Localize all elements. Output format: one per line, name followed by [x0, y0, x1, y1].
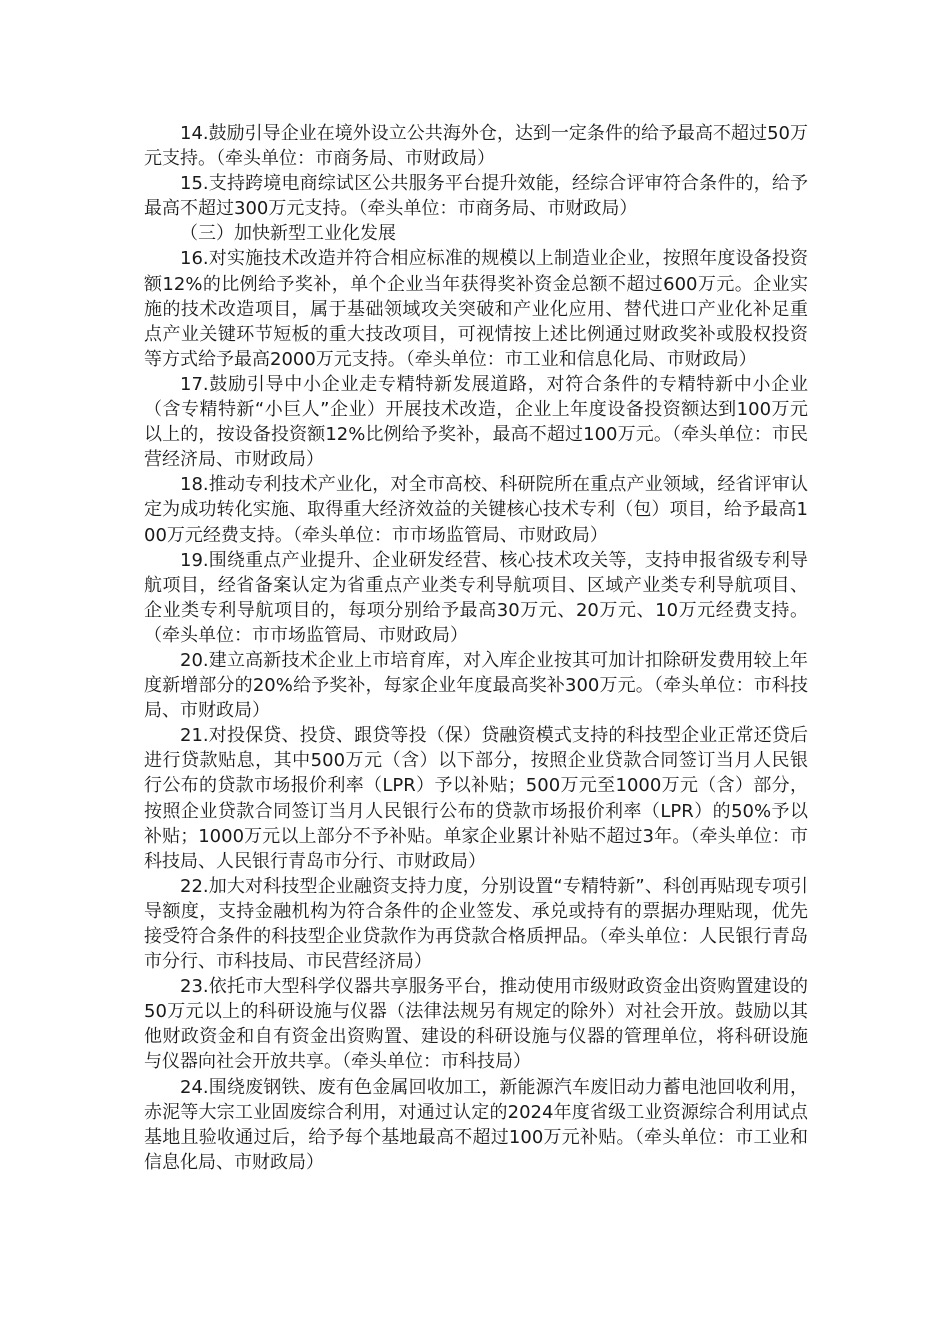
item-21-paragraph: 21.对投保贷、投贷、跟贷等投（保）贷融资模式支持的科技型企业正常还贷后进行贷款贴息，其中500万元（含）以下部分，按照企业贷款合同签订当月人民银行公布的贷款市场报价利率（LPR）予以补贴；500万元至1000万元（含）部分，按照企业贷款合同签订当月人民银行公布的贷款市场报价利率（LPR）的50%予以补贴；1000万元以上部分不予补贴。单家企业累计补贴不超过3年。（牵头单位：市科技局、人民银行青岛市分行、市财政局）: [144, 725, 808, 872]
document-body: [144, 121, 808, 1175]
item-18-paragraph: 18.推动专利技术产业化，对全市高校、科研院所在重点产业领域，经省评审认定为成功转化实施、取得重大经济效益的关键核心技术专利（包）项目，给予最高100万元经费支持。（牵头单位：市市场监管局、市财政局）: [144, 474, 808, 546]
item-19-paragraph: 19.围绕重点产业提升、企业研发经营、核心技术攻关等，支持申报省级专利导航项目，经省备案认定为省重点产业类专利导航项目、区域产业类专利导航项目、企业类专利导航项目的，每项分别给予最高30万元、20万元、10万元经费支持。（牵头单位：市市场监管局、市财政局）: [144, 549, 808, 646]
item-15-paragraph: 15.支持跨境电商综试区公共服务平台提升效能，经综合评审符合条件的，给予最高不超过300万元支持。（牵头单位：市商务局、市财政局）: [144, 173, 808, 220]
item-14-paragraph: 14.鼓励引导企业在境外设立公共海外仓，达到一定条件的给予最高不超过50万元支持。（牵头单位：市商务局、市财政局）: [144, 123, 808, 170]
item-20-paragraph: 20.建立高新技术企业上市培育库，对入库企业按其可加计扣除研发费用较上年度新增部分的20%给予奖补，每家企业年度最高奖补300万元。（牵头单位：市科技局、市财政局）: [144, 649, 808, 722]
item-16-paragraph: 16.对实施技术改造并符合相应标准的规模以上制造业企业，按照年度设备投资额12%的比例给予奖补，单个企业当年获得奖补资金总额不超过600万元。企业实施的技术改造项目，属于基础领域攻关突破和产业化应用、替代进口产业化补足重点产业关键环节短板的重大技改项目，可视情按上述比例通过财政奖补或股权投资等方式给予最高2000万元支持。（牵头单位：市工业和信息化局、市财政局）: [144, 248, 808, 370]
section-heading-3: （三）加快新型工业化发展: [180, 223, 396, 245]
item-24-paragraph: 24.围绕废钢铁、废有色金属回收加工，新能源汽车废旧动力蓄电池回收利用，赤泥等大宗工业固废综合利用，对通过认定的2024年度省级工业资源综合利用试点基地且验收通过后，给予每个基地最高不超过100万元补贴。（牵头单位：市工业和信息化局、市财政局）: [144, 1076, 808, 1173]
item-22-paragraph: 22.加大对科技型企业融资支持力度，分别设置“专精特新”、科创再贴现专项引导额度，支持金融机构为符合条件的企业签发、承兑或持有的票据办理贴现，优先接受符合条件的科技型企业贷款作为再贷款合格质押品。（牵头单位：人民银行青岛市分行、市科技局、市民营经济局）: [144, 875, 808, 973]
item-23-paragraph: 23.依托市大型科学仪器共享服务平台，推动使用市级财政资金出资购置建设的50万元以上的科研设施与仪器（法律法规另有规定的除外）对社会开放。鼓励以其他财政资金和自有资金出资购置、建设的科研设施与仪器的管理单位，将科研设施与仪器向社会开放共享。（牵头单位：市科技局）: [144, 976, 808, 1073]
item-17-paragraph: 17.鼓励引导中小企业走专精特新发展道路，对符合条件的专精特新中小企业（含专精特新“小巨人”企业）开展技术改造，企业上年度设备投资额达到100万元以上的，按设备投资额12%比例给予奖补，最高不超过100万元。（牵头单位：市民营经济局、市财政局）: [144, 373, 808, 471]
